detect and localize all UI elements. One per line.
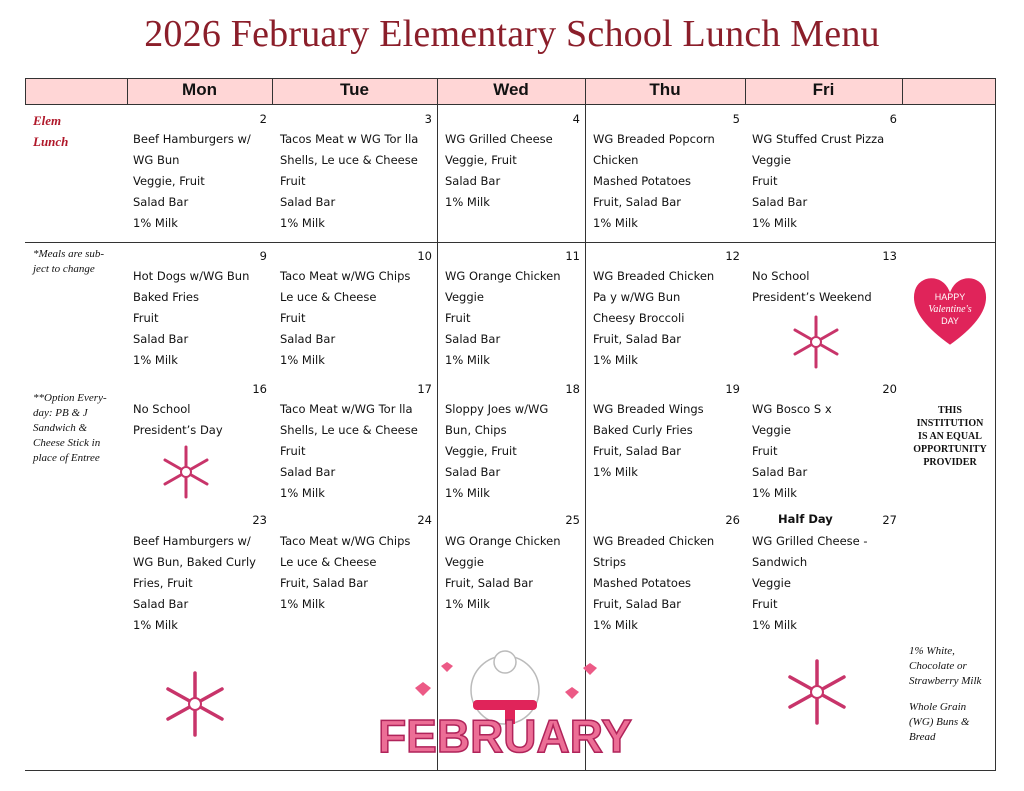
february-banner-graphic <box>355 648 655 760</box>
menu-line: Salad Bar <box>445 465 501 479</box>
menu-line: Salad Bar <box>752 195 808 209</box>
snowflake-icon <box>785 658 849 726</box>
menu-line: Veggie, Fruit <box>445 153 517 167</box>
menu-cell-fri-w3 <box>752 399 832 504</box>
menu-line: Beef Hamburgers w/ <box>133 534 251 548</box>
menu-line: Veggie, Fruit <box>133 174 205 188</box>
day-number: 11 <box>565 249 580 263</box>
menu-line: Sandwich <box>752 555 808 569</box>
menu-cell-tue-w3 <box>280 399 418 504</box>
menu-line: 1% Milk <box>752 216 797 230</box>
menu-line: 1% Milk <box>280 486 325 500</box>
menu-line: Chicken <box>593 153 639 167</box>
elem-lunch-label <box>33 110 68 152</box>
menu-line: Fruit, Salad Bar <box>593 195 682 209</box>
menu-cell-thu-w2 <box>593 266 714 371</box>
menu-line: WG Breaded Wings <box>593 402 704 416</box>
elem-lunch-line: Elem <box>33 113 62 128</box>
menu-line: Veggie <box>752 576 791 590</box>
menu-line: Salad Bar <box>133 597 189 611</box>
grid-line <box>25 770 996 771</box>
bun-note <box>909 700 997 745</box>
option-note <box>33 391 127 466</box>
menu-line: Veggie <box>445 290 484 304</box>
valentine-text: DAY <box>941 316 959 326</box>
snowflake-icon <box>160 444 212 500</box>
day-number: 5 <box>732 112 740 126</box>
menu-line: 1% Milk <box>593 465 638 479</box>
menu-line: Baked Fries <box>133 290 199 304</box>
day-number: 10 <box>417 249 432 263</box>
menu-line: Salad Bar <box>133 332 189 346</box>
menu-cell-fri-w1 <box>752 129 884 234</box>
menu-line: Fruit, Salad Bar <box>593 332 682 346</box>
menu-line: Strips <box>593 555 627 569</box>
menu-line: 1% Milk <box>133 618 178 632</box>
note-line: (WG) Buns & <box>909 716 970 728</box>
day-number: 24 <box>417 513 432 527</box>
menu-line: Veggie <box>445 555 484 569</box>
day-number: 12 <box>725 249 740 263</box>
note-line: 1% White, <box>909 645 955 657</box>
menu-cell-mon-w2 <box>133 266 249 371</box>
menu-line: WG Breaded Chicken <box>593 269 715 283</box>
menu-line: Taco Meat w/WG Chips <box>280 534 411 548</box>
eop-line: PROVIDER <box>923 457 977 468</box>
menu-line: Mashed Potatoes <box>593 576 692 590</box>
menu-line: Fruit, Salad Bar <box>593 597 682 611</box>
menu-line: Salad Bar <box>445 332 501 346</box>
day-number: 4 <box>572 112 580 126</box>
day-number: 2 <box>259 112 267 126</box>
menu-line: 1% Milk <box>752 618 797 632</box>
menu-line: Fruit <box>752 444 778 458</box>
menu-line: Fruit, Salad Bar <box>280 576 369 590</box>
menu-line: No School <box>133 402 191 416</box>
menu-line: Taco Meat w/WG Chips <box>280 269 411 283</box>
menu-line: Veggie <box>752 423 791 437</box>
note-line: **Option Every- <box>33 392 107 404</box>
menu-line: WG Orange Chicken <box>445 269 561 283</box>
eop-line: THIS <box>938 405 962 416</box>
menu-line: WG Orange Chicken <box>445 534 561 548</box>
grid-line <box>25 242 996 243</box>
day-number: 23 <box>252 513 267 527</box>
menu-cell-tue-w2 <box>280 266 410 371</box>
menu-line: WG Bosco S x <box>752 402 832 416</box>
day-header-fri: Fri <box>812 80 835 99</box>
menu-cell-wed-w3 <box>445 399 548 504</box>
day-header-mon: Mon <box>182 80 217 99</box>
day-number: 13 <box>882 249 897 263</box>
menu-line: WG Stuffed Crust Pizza <box>752 132 885 146</box>
menu-line: Taco Meat w/WG Tor lla <box>280 402 413 416</box>
menu-line: Fruit <box>280 174 306 188</box>
day-number: 20 <box>882 382 897 396</box>
menu-line: Fruit <box>280 444 306 458</box>
menu-line: 1% Milk <box>593 618 638 632</box>
day-number: 17 <box>417 382 432 396</box>
eop-line: OPPORTUNITY <box>913 444 987 455</box>
note-line: Cheese Stick in <box>33 437 101 449</box>
menu-line: Mashed Potatoes <box>593 174 692 188</box>
menu-line: Shells, Le uce & Cheese <box>280 423 418 437</box>
february-banner-text: FEBRUARY <box>378 710 632 760</box>
menu-line: Fruit, Salad Bar <box>593 444 682 458</box>
menu-line: Veggie, Fruit <box>445 444 517 458</box>
day-header-thu: Thu <box>649 80 681 99</box>
valentine-heart-icon <box>908 270 992 350</box>
note-line: place of Entree <box>33 452 100 464</box>
menu-cell-wed-w1 <box>445 129 553 213</box>
menu-line: Fries, Fruit <box>133 576 193 590</box>
menu-line: Baked Curly Fries <box>593 423 693 437</box>
menu-line: Fruit <box>280 311 306 325</box>
menu-cell-wed-w4 <box>445 531 561 615</box>
menu-line: 1% Milk <box>133 353 178 367</box>
menu-line: 1% Milk <box>445 597 490 611</box>
note-line: Bread <box>909 731 936 743</box>
day-number: 16 <box>252 382 267 396</box>
menu-line: WG Breaded Chicken <box>593 534 715 548</box>
day-header-tue: Tue <box>340 80 369 99</box>
menu-line: President’s Day <box>133 423 223 437</box>
menu-line: Salad Bar <box>445 174 501 188</box>
grid-line <box>25 78 996 79</box>
menu-cell-thu-w3 <box>593 399 704 483</box>
menu-cell-wed-w2 <box>445 266 561 371</box>
menu-line: Tacos Meat w WG Tor lla <box>280 132 419 146</box>
menu-cell-tue-w4 <box>280 531 410 615</box>
snowflake-icon <box>790 314 842 370</box>
menu-line: 1% Milk <box>752 486 797 500</box>
menu-line: Le uce & Cheese <box>280 290 377 304</box>
menu-line: 1% Milk <box>445 195 490 209</box>
grid-line <box>25 78 26 104</box>
menu-line: Fruit <box>445 311 471 325</box>
day-number: 27 <box>882 513 897 527</box>
milk-note <box>909 644 997 689</box>
note-line: Strawberry Milk <box>909 675 982 687</box>
grid-line <box>745 78 746 104</box>
menu-line: Fruit <box>752 174 778 188</box>
menu-cell-mon-w1 <box>133 129 251 234</box>
menu-line: 1% Milk <box>280 353 325 367</box>
day-number: 26 <box>725 513 740 527</box>
menu-line: 1% Milk <box>445 353 490 367</box>
day-number: 25 <box>565 513 580 527</box>
menu-line: No School <box>752 269 810 283</box>
menu-line: 1% Milk <box>280 597 325 611</box>
menu-line: Cheesy Broccoli <box>593 311 685 325</box>
menu-cell-thu-w1 <box>593 129 715 234</box>
note-line: day: PB & J <box>33 407 88 419</box>
menu-line: 1% Milk <box>280 216 325 230</box>
day-number: 6 <box>889 112 897 126</box>
menu-line: WG Bun, Baked Curly <box>133 555 256 569</box>
menu-line: Beef Hamburgers w/ <box>133 132 251 146</box>
valentine-text: HAPPY <box>934 292 966 302</box>
grid-line <box>272 78 273 104</box>
menu-line: President’s Weekend <box>752 290 872 304</box>
menu-cell-mon-w3 <box>133 399 223 441</box>
menu-line: 1% Milk <box>445 486 490 500</box>
note-line: ject to change <box>33 263 95 275</box>
day-number: 19 <box>725 382 740 396</box>
eop-line: INSTITUTION <box>916 418 984 429</box>
menu-line: Hot Dogs w/WG Bun <box>133 269 250 283</box>
menu-line: 1% Milk <box>133 216 178 230</box>
menu-line: Sloppy Joes w/WG <box>445 402 549 416</box>
menu-line: Bun, Chips <box>445 423 507 437</box>
day-number: 9 <box>259 249 267 263</box>
note-line: Whole Grain <box>909 701 967 713</box>
equal-opportunity-note <box>908 404 992 469</box>
menu-cell-fri-w4 <box>752 531 868 636</box>
snowflake-icon <box>163 670 227 738</box>
menu-cell-mon-w4 <box>133 531 256 636</box>
grid-line <box>127 78 128 104</box>
menu-line: 1% Milk <box>593 353 638 367</box>
menu-line: Fruit <box>133 311 159 325</box>
valentine-text: Valentine's <box>928 304 972 315</box>
day-header-wed: Wed <box>493 80 529 99</box>
note-line: Chocolate or <box>909 660 967 672</box>
menu-line: WG Grilled Cheese <box>445 132 553 146</box>
day-number: 18 <box>565 382 580 396</box>
note-line: Sandwich & <box>33 422 88 434</box>
menu-line: Pa y w/WG Bun <box>593 290 681 304</box>
half-day-label: Half Day <box>778 512 833 526</box>
menu-line: Salad Bar <box>280 465 336 479</box>
menu-line: Fruit, Salad Bar <box>445 576 534 590</box>
meals-note <box>33 247 125 277</box>
menu-line: WG Breaded Popcorn <box>593 132 715 146</box>
menu-line: Salad Bar <box>280 332 336 346</box>
elem-lunch-line: Lunch <box>33 134 69 149</box>
eop-line: IS AN EQUAL <box>918 431 982 442</box>
menu-line: Le uce & Cheese <box>280 555 377 569</box>
menu-cell-fri-w2 <box>752 266 872 308</box>
page-title: 2026 February Elementary School Lunch Menu <box>144 13 880 55</box>
menu-line: WG Grilled Cheese - <box>752 534 868 548</box>
menu-line: Veggie <box>752 153 791 167</box>
menu-line: Salad Bar <box>280 195 336 209</box>
menu-line: Salad Bar <box>752 465 808 479</box>
menu-line: Shells, Le uce & Cheese <box>280 153 418 167</box>
grid-line <box>902 78 903 104</box>
menu-cell-tue-w1 <box>280 129 418 234</box>
grid-line <box>25 104 996 105</box>
menu-cell-thu-w4 <box>593 531 714 636</box>
menu-line: Salad Bar <box>133 195 189 209</box>
menu-line: 1% Milk <box>593 216 638 230</box>
note-line: *Meals are sub- <box>33 248 105 260</box>
day-number: 3 <box>424 112 432 126</box>
menu-line: WG Bun <box>133 153 180 167</box>
menu-line: Fruit <box>752 597 778 611</box>
